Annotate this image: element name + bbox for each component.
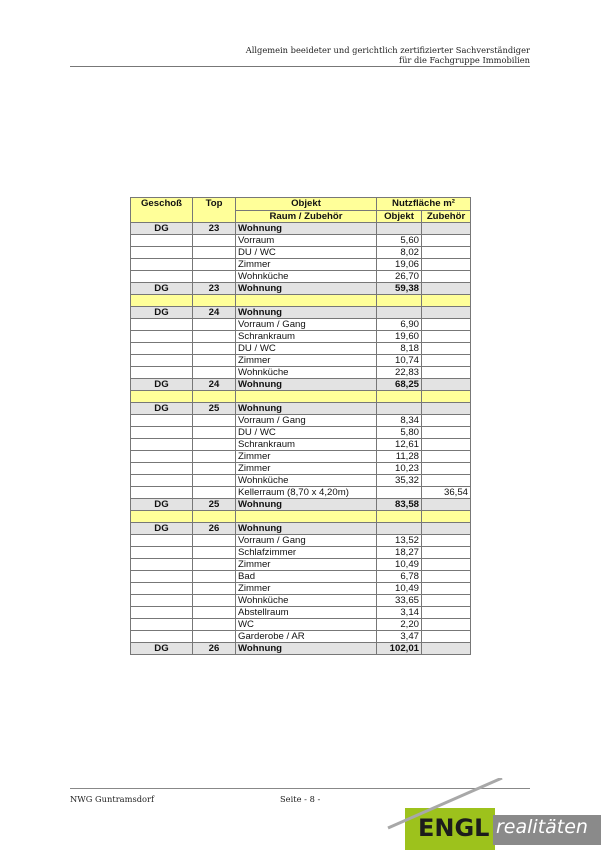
room-row bbox=[131, 595, 471, 607]
room-name-cell: Zimmer bbox=[236, 355, 377, 367]
zubehoer-cell bbox=[422, 451, 471, 463]
geschoss-cell: DG bbox=[131, 523, 193, 535]
top-cell bbox=[193, 439, 236, 451]
room-name-cell: DU / WC bbox=[236, 427, 377, 439]
area-cell bbox=[377, 523, 422, 535]
zubehoer-cell bbox=[422, 535, 471, 547]
area-cell: 35,32 bbox=[377, 475, 422, 487]
top-cell bbox=[193, 271, 236, 283]
geschoss-cell: DG bbox=[131, 379, 193, 391]
geschoss-cell bbox=[131, 487, 193, 499]
logo-brand-text: ENGL bbox=[418, 814, 490, 842]
spacer-cell bbox=[422, 511, 471, 523]
room-row bbox=[131, 439, 471, 451]
area-cell: 2,20 bbox=[377, 619, 422, 631]
spacer-cell bbox=[131, 391, 193, 403]
area-cell: 3,47 bbox=[377, 631, 422, 643]
total-area-cell: 83,58 bbox=[377, 499, 422, 511]
zubehoer-cell bbox=[422, 523, 471, 535]
spacer-cell bbox=[236, 511, 377, 523]
room-name-cell: Vorraum / Gang bbox=[236, 319, 377, 331]
area-cell: 3,14 bbox=[377, 607, 422, 619]
spacer-cell bbox=[131, 511, 193, 523]
area-cell: 10,23 bbox=[377, 463, 422, 475]
area-cell: 6,90 bbox=[377, 319, 422, 331]
room-row bbox=[131, 535, 471, 547]
top-cell bbox=[193, 427, 236, 439]
room-name-cell: Vorraum / Gang bbox=[236, 535, 377, 547]
top-cell bbox=[193, 319, 236, 331]
room-name-cell: Schrankraum bbox=[236, 439, 377, 451]
zubehoer-cell bbox=[422, 583, 471, 595]
room-row bbox=[131, 451, 471, 463]
geschoss-cell: DG bbox=[131, 643, 193, 655]
geschoss-cell bbox=[131, 463, 193, 475]
zubehoer-cell bbox=[422, 595, 471, 607]
group-header-row bbox=[131, 523, 471, 535]
top-cell bbox=[193, 535, 236, 547]
top-cell bbox=[193, 259, 236, 271]
header-line-1: Allgemein beeideter und gerichtlich zertifizierter Sachverständiger bbox=[245, 45, 530, 55]
room-row bbox=[131, 235, 471, 247]
zubehoer-cell bbox=[422, 307, 471, 319]
geschoss-cell bbox=[131, 355, 193, 367]
top-cell: 25 bbox=[193, 499, 236, 511]
geschoss-cell bbox=[131, 439, 193, 451]
room-name-cell: Wohnküche bbox=[236, 475, 377, 487]
room-name-cell: Zimmer bbox=[236, 259, 377, 271]
spacer-cell bbox=[193, 295, 236, 307]
total-area-cell: 59,38 bbox=[377, 283, 422, 295]
room-name-cell: Zimmer bbox=[236, 463, 377, 475]
group-total-row bbox=[131, 643, 471, 655]
room-row bbox=[131, 343, 471, 355]
room-name-cell: Wohnküche bbox=[236, 595, 377, 607]
room-name-cell: DU / WC bbox=[236, 343, 377, 355]
zubehoer-cell bbox=[422, 427, 471, 439]
col-header-objekt: Objekt bbox=[236, 198, 377, 211]
zubehoer-cell bbox=[422, 343, 471, 355]
area-cell bbox=[377, 487, 422, 499]
area-cell: 5,60 bbox=[377, 235, 422, 247]
area-cell bbox=[377, 403, 422, 415]
group-header-row bbox=[131, 403, 471, 415]
top-cell bbox=[193, 451, 236, 463]
engl-logo bbox=[380, 778, 601, 850]
zubehoer-cell bbox=[422, 223, 471, 235]
zubehoer-cell bbox=[422, 619, 471, 631]
geschoss-cell bbox=[131, 595, 193, 607]
room-row bbox=[131, 271, 471, 283]
room-row bbox=[131, 547, 471, 559]
room-row bbox=[131, 367, 471, 379]
area-cell: 13,52 bbox=[377, 535, 422, 547]
geschoss-cell bbox=[131, 583, 193, 595]
spacer-cell bbox=[236, 391, 377, 403]
spacer-cell bbox=[131, 295, 193, 307]
objekt-cell: Wohnung bbox=[236, 307, 377, 319]
top-cell bbox=[193, 343, 236, 355]
spacer-cell bbox=[193, 391, 236, 403]
area-cell: 33,65 bbox=[377, 595, 422, 607]
area-cell bbox=[377, 307, 422, 319]
top-cell: 23 bbox=[193, 283, 236, 295]
col-header-zubehoer: Zubehör bbox=[422, 210, 471, 223]
geschoss-cell bbox=[131, 475, 193, 487]
top-cell bbox=[193, 487, 236, 499]
area-cell: 8,34 bbox=[377, 415, 422, 427]
area-cell: 12,61 bbox=[377, 439, 422, 451]
zubehoer-cell bbox=[422, 631, 471, 643]
objekt-cell: Wohnung bbox=[236, 223, 377, 235]
group-header-row bbox=[131, 223, 471, 235]
header-divider bbox=[70, 66, 530, 67]
zubehoer-cell bbox=[422, 415, 471, 427]
room-name-cell: WC bbox=[236, 619, 377, 631]
top-cell bbox=[193, 619, 236, 631]
objekt-cell: Wohnung bbox=[236, 643, 377, 655]
room-name-cell: Vorraum / Gang bbox=[236, 415, 377, 427]
area-cell: 8,18 bbox=[377, 343, 422, 355]
zubehoer-cell bbox=[422, 643, 471, 655]
zubehoer-cell bbox=[422, 259, 471, 271]
zubehoer-cell bbox=[422, 403, 471, 415]
room-name-cell: DU / WC bbox=[236, 247, 377, 259]
area-cell: 19,06 bbox=[377, 259, 422, 271]
room-row bbox=[131, 607, 471, 619]
total-area-cell: 102,01 bbox=[377, 643, 422, 655]
spacer-row bbox=[131, 391, 471, 403]
geschoss-cell: DG bbox=[131, 499, 193, 511]
zubehoer-cell bbox=[422, 235, 471, 247]
top-cell bbox=[193, 367, 236, 379]
geschoss-cell bbox=[131, 247, 193, 259]
top-cell bbox=[193, 595, 236, 607]
geschoss-cell bbox=[131, 415, 193, 427]
zubehoer-cell bbox=[422, 571, 471, 583]
zubehoer-cell bbox=[422, 559, 471, 571]
room-row bbox=[131, 619, 471, 631]
area-cell: 6,78 bbox=[377, 571, 422, 583]
zubehoer-cell bbox=[422, 463, 471, 475]
room-name-cell: Kellerraum (8,70 x 4,20m) bbox=[236, 487, 377, 499]
room-name-cell: Garderobe / AR bbox=[236, 631, 377, 643]
room-name-cell: Bad bbox=[236, 571, 377, 583]
area-cell: 10,74 bbox=[377, 355, 422, 367]
room-row bbox=[131, 559, 471, 571]
col-header-geschoss: Geschoß bbox=[131, 198, 193, 223]
geschoss-cell: DG bbox=[131, 223, 193, 235]
objekt-cell: Wohnung bbox=[236, 523, 377, 535]
room-row bbox=[131, 631, 471, 643]
area-cell: 10,49 bbox=[377, 583, 422, 595]
geschoss-cell bbox=[131, 259, 193, 271]
top-cell bbox=[193, 547, 236, 559]
geschoss-cell bbox=[131, 343, 193, 355]
top-cell bbox=[193, 235, 236, 247]
geschoss-cell bbox=[131, 547, 193, 559]
room-name-cell: Schlafzimmer bbox=[236, 547, 377, 559]
top-cell: 24 bbox=[193, 307, 236, 319]
top-cell bbox=[193, 475, 236, 487]
geschoss-cell bbox=[131, 559, 193, 571]
room-name-cell: Zimmer bbox=[236, 451, 377, 463]
zubehoer-cell: 36,54 bbox=[422, 487, 471, 499]
room-row bbox=[131, 475, 471, 487]
zubehoer-cell bbox=[422, 607, 471, 619]
spacer-cell bbox=[236, 295, 377, 307]
col-header-objekt-area: Objekt bbox=[377, 210, 422, 223]
objekt-cell: Wohnung bbox=[236, 283, 377, 295]
area-cell: 26,70 bbox=[377, 271, 422, 283]
footer-project: NWG Guntramsdorf bbox=[70, 794, 155, 804]
geschoss-cell: DG bbox=[131, 307, 193, 319]
zubehoer-cell bbox=[422, 379, 471, 391]
room-name-cell: Zimmer bbox=[236, 559, 377, 571]
area-cell: 11,28 bbox=[377, 451, 422, 463]
geschoss-cell bbox=[131, 319, 193, 331]
geschoss-cell bbox=[131, 367, 193, 379]
geschoss-cell bbox=[131, 271, 193, 283]
group-total-row bbox=[131, 283, 471, 295]
spacer-cell bbox=[422, 391, 471, 403]
geschoss-cell bbox=[131, 331, 193, 343]
col-header-nutzflaeche: Nutzfläche m² bbox=[377, 198, 471, 211]
zubehoer-cell bbox=[422, 547, 471, 559]
area-table bbox=[130, 197, 471, 655]
geschoss-cell bbox=[131, 631, 193, 643]
room-row bbox=[131, 571, 471, 583]
top-cell bbox=[193, 331, 236, 343]
room-row bbox=[131, 331, 471, 343]
group-total-row bbox=[131, 499, 471, 511]
spacer-row bbox=[131, 295, 471, 307]
room-row bbox=[131, 415, 471, 427]
footer-page-number: Seite - 8 - bbox=[280, 794, 321, 804]
zubehoer-cell bbox=[422, 439, 471, 451]
top-cell: 26 bbox=[193, 643, 236, 655]
zubehoer-cell bbox=[422, 247, 471, 259]
logo-suffix-text: realitäten bbox=[496, 816, 588, 838]
top-cell bbox=[193, 415, 236, 427]
geschoss-cell: DG bbox=[131, 403, 193, 415]
top-cell bbox=[193, 571, 236, 583]
room-row bbox=[131, 463, 471, 475]
page-header bbox=[246, 45, 530, 65]
geschoss-cell bbox=[131, 619, 193, 631]
area-cell: 8,02 bbox=[377, 247, 422, 259]
spacer-row bbox=[131, 511, 471, 523]
zubehoer-cell bbox=[422, 367, 471, 379]
area-cell: 5,80 bbox=[377, 427, 422, 439]
room-row bbox=[131, 583, 471, 595]
room-row bbox=[131, 319, 471, 331]
objekt-cell: Wohnung bbox=[236, 403, 377, 415]
geschoss-cell bbox=[131, 571, 193, 583]
geschoss-cell bbox=[131, 427, 193, 439]
top-cell: 24 bbox=[193, 379, 236, 391]
geschoss-cell bbox=[131, 451, 193, 463]
group-total-row bbox=[131, 379, 471, 391]
top-cell: 26 bbox=[193, 523, 236, 535]
room-row bbox=[131, 247, 471, 259]
room-name-cell: Schrankraum bbox=[236, 331, 377, 343]
area-cell: 22,83 bbox=[377, 367, 422, 379]
area-cell: 10,49 bbox=[377, 559, 422, 571]
total-area-cell: 68,25 bbox=[377, 379, 422, 391]
spacer-cell bbox=[377, 511, 422, 523]
logo-diagonal-stroke bbox=[380, 778, 601, 850]
top-cell bbox=[193, 583, 236, 595]
objekt-cell: Wohnung bbox=[236, 499, 377, 511]
objekt-cell: Wohnung bbox=[236, 379, 377, 391]
top-cell: 25 bbox=[193, 403, 236, 415]
area-cell: 19,60 bbox=[377, 331, 422, 343]
room-row bbox=[131, 487, 471, 499]
room-row bbox=[131, 355, 471, 367]
area-cell: 18,27 bbox=[377, 547, 422, 559]
spacer-cell bbox=[422, 295, 471, 307]
room-name-cell: Wohnküche bbox=[236, 367, 377, 379]
area-cell bbox=[377, 223, 422, 235]
zubehoer-cell bbox=[422, 319, 471, 331]
top-cell bbox=[193, 607, 236, 619]
col-header-raum: Raum / Zubehör bbox=[236, 210, 377, 223]
top-cell bbox=[193, 463, 236, 475]
header-line-2: für die Fachgruppe Immobilien bbox=[399, 55, 530, 65]
top-cell: 23 bbox=[193, 223, 236, 235]
room-name-cell: Wohnküche bbox=[236, 271, 377, 283]
room-row bbox=[131, 259, 471, 271]
group-header-row bbox=[131, 307, 471, 319]
zubehoer-cell bbox=[422, 331, 471, 343]
zubehoer-cell bbox=[422, 355, 471, 367]
room-name-cell: Abstellraum bbox=[236, 607, 377, 619]
top-cell bbox=[193, 355, 236, 367]
zubehoer-cell bbox=[422, 283, 471, 295]
table-header-row bbox=[131, 198, 471, 211]
zubehoer-cell bbox=[422, 475, 471, 487]
top-cell bbox=[193, 559, 236, 571]
geschoss-cell bbox=[131, 535, 193, 547]
top-cell bbox=[193, 247, 236, 259]
room-row bbox=[131, 427, 471, 439]
room-name-cell: Vorraum bbox=[236, 235, 377, 247]
spacer-cell bbox=[193, 511, 236, 523]
top-cell bbox=[193, 631, 236, 643]
geschoss-cell: DG bbox=[131, 283, 193, 295]
zubehoer-cell bbox=[422, 499, 471, 511]
spacer-cell bbox=[377, 391, 422, 403]
col-header-top: Top bbox=[193, 198, 236, 223]
zubehoer-cell bbox=[422, 271, 471, 283]
geschoss-cell bbox=[131, 607, 193, 619]
geschoss-cell bbox=[131, 235, 193, 247]
room-name-cell: Zimmer bbox=[236, 583, 377, 595]
spacer-cell bbox=[377, 295, 422, 307]
